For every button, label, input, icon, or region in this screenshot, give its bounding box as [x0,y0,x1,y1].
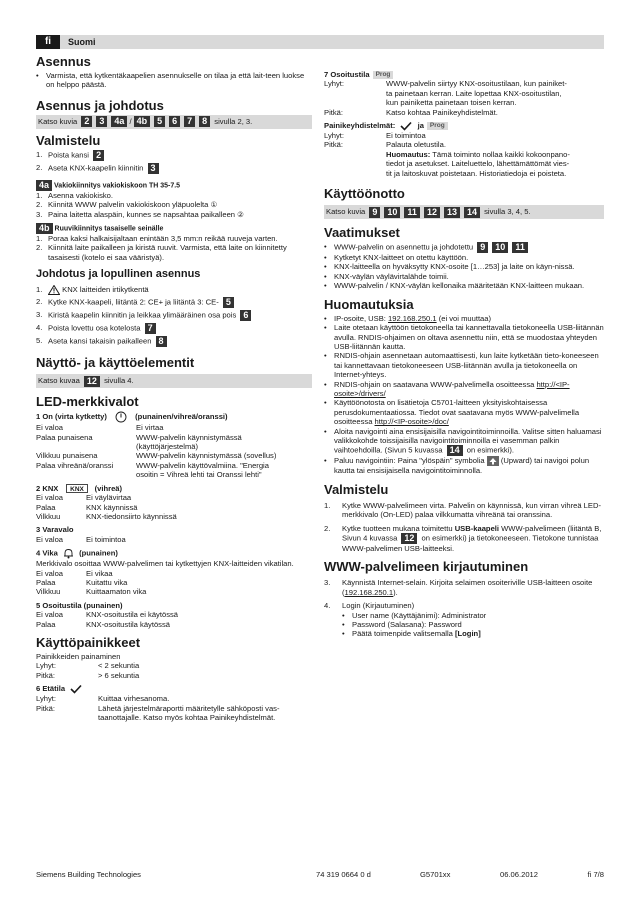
table-row: Vilkkuu punaisena WWW-palvelin käynnistymässä (sovellus) [36,451,277,461]
table-row: Pitkä: > 6 sekuntia [36,670,140,680]
figure-ref: 5 [154,116,165,127]
huomautuksia-title: Huomautuksia [324,296,414,312]
see-figures-bar: Katso kuvia 2 3 4a / 4b 5 6 7 8 sivulla 2, 3. [36,115,312,129]
list-item: 2. Kiinnitä WWW palvelin vakiokiskoon yläpuolelta ① [36,200,218,210]
list-item: 1. Poista kansi 2 [36,150,312,161]
valmistelu2-title: Valmistelu [324,481,389,497]
asennus-bullet: • Varmista, että kytkentäkaapelien asennukselle on tilaa ja että lait-teen luokse on helppo päästä. [36,71,305,90]
figure-ref: 3 [96,116,107,127]
prog-table [324,79,604,117]
list-item: 4. Poista lovettu osa kotelosta 7 [36,323,312,334]
led-group-head: 3 Varavalo [36,525,74,535]
prog-tag: Prog [427,122,448,130]
list-item: 4. Login (Kirjautuminen) [324,601,415,611]
list-item: 3. Kiristä kaapelin kiinnitin ja leikkaa ylimääräinen osa pois 6 [36,310,312,321]
upward-icon [487,456,499,466]
johdotus-title: Johdotus ja lopullinen asennus [36,268,201,281]
remote-head: 6 Etätila [36,684,312,694]
table-row: kun painiketta painetaan toisen kerran. [386,98,517,108]
list-item: • Laite otetaan käyttöön tietokoneella tai kannettavalla tietokoneella USB-liitännän avulla. RNDIS-ohjaimen on oltava asennettu niin, että se muodostaa yhteyden USB-liitännän kautta. [324,323,604,351]
list-item: • Paluu navigointiin: Paina "ylöspäin" symbolia (Upward) tai navigoi polun kautta tai ensisijaisella navigointitoiminnolla. [324,456,590,476]
naytto-title: Näyttö- ja käyttöelementit [36,355,195,371]
doc-link[interactable]: http://<IP-osoite>/doc/ [374,417,449,427]
drivers-link[interactable]: http://<IP-osoite>/drivers/ [334,379,570,398]
list-item: • Kytketyt KNX-laitteet on otettu käyttöön. [324,253,469,263]
din-rail-heading: 4a Vakiokiinnitys vakiokiskoon TH 35-7.5 [36,180,312,191]
footer-doc: 74 319 0664 0 d [316,870,371,879]
table-row: Vilkkuu Kuittaamaton vika [36,587,147,597]
list-item: 2. Kytke KNX-kaapeli, liitäntä 2: CE+ ja liitäntä 3: CE- 5 [36,297,312,308]
table-row: Vilkkuu KNX-tiedonsiirto käynnissä [36,512,177,521]
led-group-head: 4 Vika (punainen) [36,548,118,558]
list-item: 1. Poraa kaksi halkaisijaltaan enintään 3,5 mm:n reikää ruuveja varten. [36,234,278,244]
flat-wall-heading: 4b Ruuvikiinnitys tasaiselle seinälle [36,223,312,234]
prog-head: 7 Osoitustila Prog [324,70,604,79]
list-item: • Password (Salasana): Password [342,620,462,630]
list-item: • KNX-väylän väylävirtalähde toimii. [324,271,449,281]
table-row: Pitkä: Katso kohtaa Painikeyhdistelmät. [324,107,498,117]
list-item: 1. Asenna vakiokisko. [36,190,114,200]
valmistelu-title: Valmistelu [36,132,101,148]
combo-head: Painikeyhdistelmät: ja Prog [324,121,604,131]
prog-tag: Prog [373,71,394,79]
list-item: • RNDIS-ohjain on saatavana WWW-palvelimella osoitteessa http://<IP-osoite>/drivers/ [324,379,570,398]
language-name: Suomi [68,37,96,47]
list-item: 5. Aseta kansi takaisin paikalleen 8 [36,336,312,347]
power-icon [115,411,127,423]
kirjautuminen-title: WWW-palvelimeen kirjautuminen [324,559,529,575]
checkmark-icon [400,121,412,131]
list-item: 3. Käynnistä Internet-selain. Kirjoita selaimen osoiteriville USB-laitteen osoite (192.168.250.1). [324,578,593,597]
list-item: • WWW-palvelin / KNX-väylän kellonaika määritetään KNX-laitteen mukaan. [324,281,585,291]
table-row: taanottajalle. Katso myös kohtaa Painikeyhdistelmät. [98,713,276,723]
asennus-title: Asennus [36,54,91,69]
table-row: Palaa punaisena WWW-palvelin käynnistymässä [36,432,242,442]
table-row: Lyhyt: WWW-palvelin siirtyy KNX-osoitustilaan, kun painiket- [324,79,567,89]
list-item: 2. Aseta KNX-kaapelin kiinnitin 3 [36,163,312,174]
knx-logo-icon [66,484,88,493]
table-row: Ei valoa KNX-osoitustila ei käytössä [36,610,179,620]
led-table [36,610,312,629]
led-table [36,535,312,544]
table-row: Pitkä: Palauta oletustila. [324,140,446,150]
table-row: Palaa Kuitattu vika [36,578,128,588]
table-row: osoitin = Vihreä lehti tai Oranssi lehti" [136,470,262,480]
list-item: • Aloita navigointi aina ensisijaisilla navigointitoiminnoilla. Valitse sitten haluamasi valikkokohde toissijaisilla navigointitoiminnoilla ei vasemman palkin vaihtoehdoilla. (Sivun 5 kuvassa 14 on esimerkki). [324,426,602,456]
list-item: • Käyttöönotosta on lisätietoja C5701-laitteen yksityiskohtaisessa perusdokumentaatiossa. Tiedot ovat saatavana myös WWW-palvelimella osoitteessa http://<IP-osoite>/doc/ [324,398,580,427]
table-row: Lyhyt: Kuittaa virhesanoma. [36,694,170,704]
list-item: 2. Kiinnitä laite paikalleen ja kiristä ruuvit. Varmista, että laite on kiinnitetty tasaisesti (kotelo ei saa vääristyä). [36,243,287,262]
buttons-text: Painikkeiden painaminen [36,652,121,662]
led-fault-text: Merkkivalo osoittaa WWW-palvelimen tai kytkettyjen KNX-laitteiden vikatilan. [36,559,294,569]
combo-note: Huomautus: Tämä toiminto nollaa kaikki kokoonpano- tiedot ja asetukset. Laiteluettelo, lähettämättömät vies- tit ja laitoskuvat poistetaan. Historiatiedoja ei poisteta. [386,149,570,178]
vaatimukset-title: Vaatimukset [324,225,400,241]
table-row: Ei valoa Ei vikaa [36,568,113,578]
list-item: • KNX-laitteella on hyväksytty KNX-osoite [1…253] ja laite on käyn-nissä. [324,262,575,272]
led-title: LED-merkkivalot [36,394,139,410]
see-figure-bar: Katso kuvaa 12 sivulla 4. [36,374,312,388]
led-group-head: 2 KNX KNX (vihreä) [36,483,123,494]
figure-ref: 7 [184,116,195,127]
painikkeet-title: Käyttöpainikkeet [36,635,141,651]
buttons-table [36,661,312,680]
figure-ref: 4b [134,116,151,127]
list-item: 1. KNX laitteiden irtikytkentä [36,285,149,295]
list-item: • User name (Käyttäjänimi): Administrator [342,610,487,620]
led-group-head: 1 On (virta kytketty) (punainen/vihreä/oranssi) [36,412,228,422]
table-row: Ei valoa Ei toimintoa [36,534,126,544]
led-table [36,493,312,521]
usb-address-link[interactable]: 192.168.250.1 [344,587,394,597]
list-item: 2. Kytke tuotteen mukana toimitettu USB-kaapeli WWW-palvelimeen (liitäntä B, Sivun 4 kuvassa 12 on esimerkki) ja tietokoneeseen. Tietokone tunnistaa WWW-palvelimen USB-laitteeksi. [324,523,602,553]
led-table [36,569,312,597]
figure-ref: 8 [199,116,210,127]
list-item: 1. Kytke WWW-palvelimeen virta. Palvelin on käynnissä, kun virran vihreä LED-merkkivalo (On-LED) palaa vilkkumatta vihreänä tai oranssina. [324,500,601,520]
see-figures-bar: Katso kuvia 9 10 11 12 13 14 sivulla 3, 4, 5. [324,205,604,219]
list-item: • Päätä toimenpide valitsemalla [Login] [342,629,481,639]
table-row: Lyhyt: < 2 sekuntia [36,661,140,671]
led-group-head: 5 Osoitustila (punainen) [36,600,123,610]
table-row: Ei valoa Ei virtaa [36,423,164,433]
right-column [324,70,604,639]
remote-table [36,694,312,722]
footer-company: Siemens Building Technologies [36,870,141,879]
list-item: • RNDIS-ohjain asennetaan automaattisesti, kun laite kytketään tieto-koneeseen tai kannettavaan tietokoneeseen USB-liitännän avulla ja tietokoneella on Internet-yhteys. [324,351,599,380]
footer-product: G5701xx [420,870,451,879]
kayttoonotto-title: Käyttöönotto [324,186,405,202]
table-row: ta painetaan kerran. Laite lopettaa KNX-osoitustilan, [386,88,562,98]
led-table [36,423,312,479]
language-code: fi [36,35,60,49]
table-row: Palaa KNX käynnissä [36,502,138,512]
language-bar [36,35,604,49]
asennus-johdotus-title: Asennus ja johdotus [36,97,164,113]
table-row: Palaa vihreänä/oranssi WWW-palvelin käyttövalmiina. "Energia [36,460,269,470]
table-row: Palaa KNX-osoitustila käytössä [36,619,170,629]
left-column [36,54,312,723]
table-row: Pitkä: Lähetä järjestelmäraportti määritetylle sähköposti vas- [36,703,280,713]
list-item: 3. Paina laitetta alaspäin, kunnes se napsahtaa paikalleen ② [36,209,244,219]
svg-text:KNX: KNX [69,486,84,494]
bell-icon [63,548,74,559]
figure-ref: 6 [169,116,180,127]
figure-ref: 4a [111,116,127,127]
table-row: (käyttöjärjestelmä) [136,442,199,452]
list-item: • WWW-palvelin on asennettu ja johdotettu 9 10 11 [324,242,604,253]
table-row: Lyhyt: Ei toimintoa [324,131,426,141]
ip-link[interactable]: 192.168.250.1 [388,313,437,323]
table-row: Ei valoa Ei väylävirtaa [36,493,132,503]
warning-icon [48,285,60,295]
footer-page: fi 7/8 [587,870,604,879]
figure-ref: 2 [81,116,92,127]
footer-date: 06.06.2012 [500,870,539,879]
checkmark-icon [70,684,82,694]
combo-table [324,131,604,150]
list-item: • IP-osoite, USB: 192.168.250.1 (ei voi muuttaa) [324,313,492,323]
